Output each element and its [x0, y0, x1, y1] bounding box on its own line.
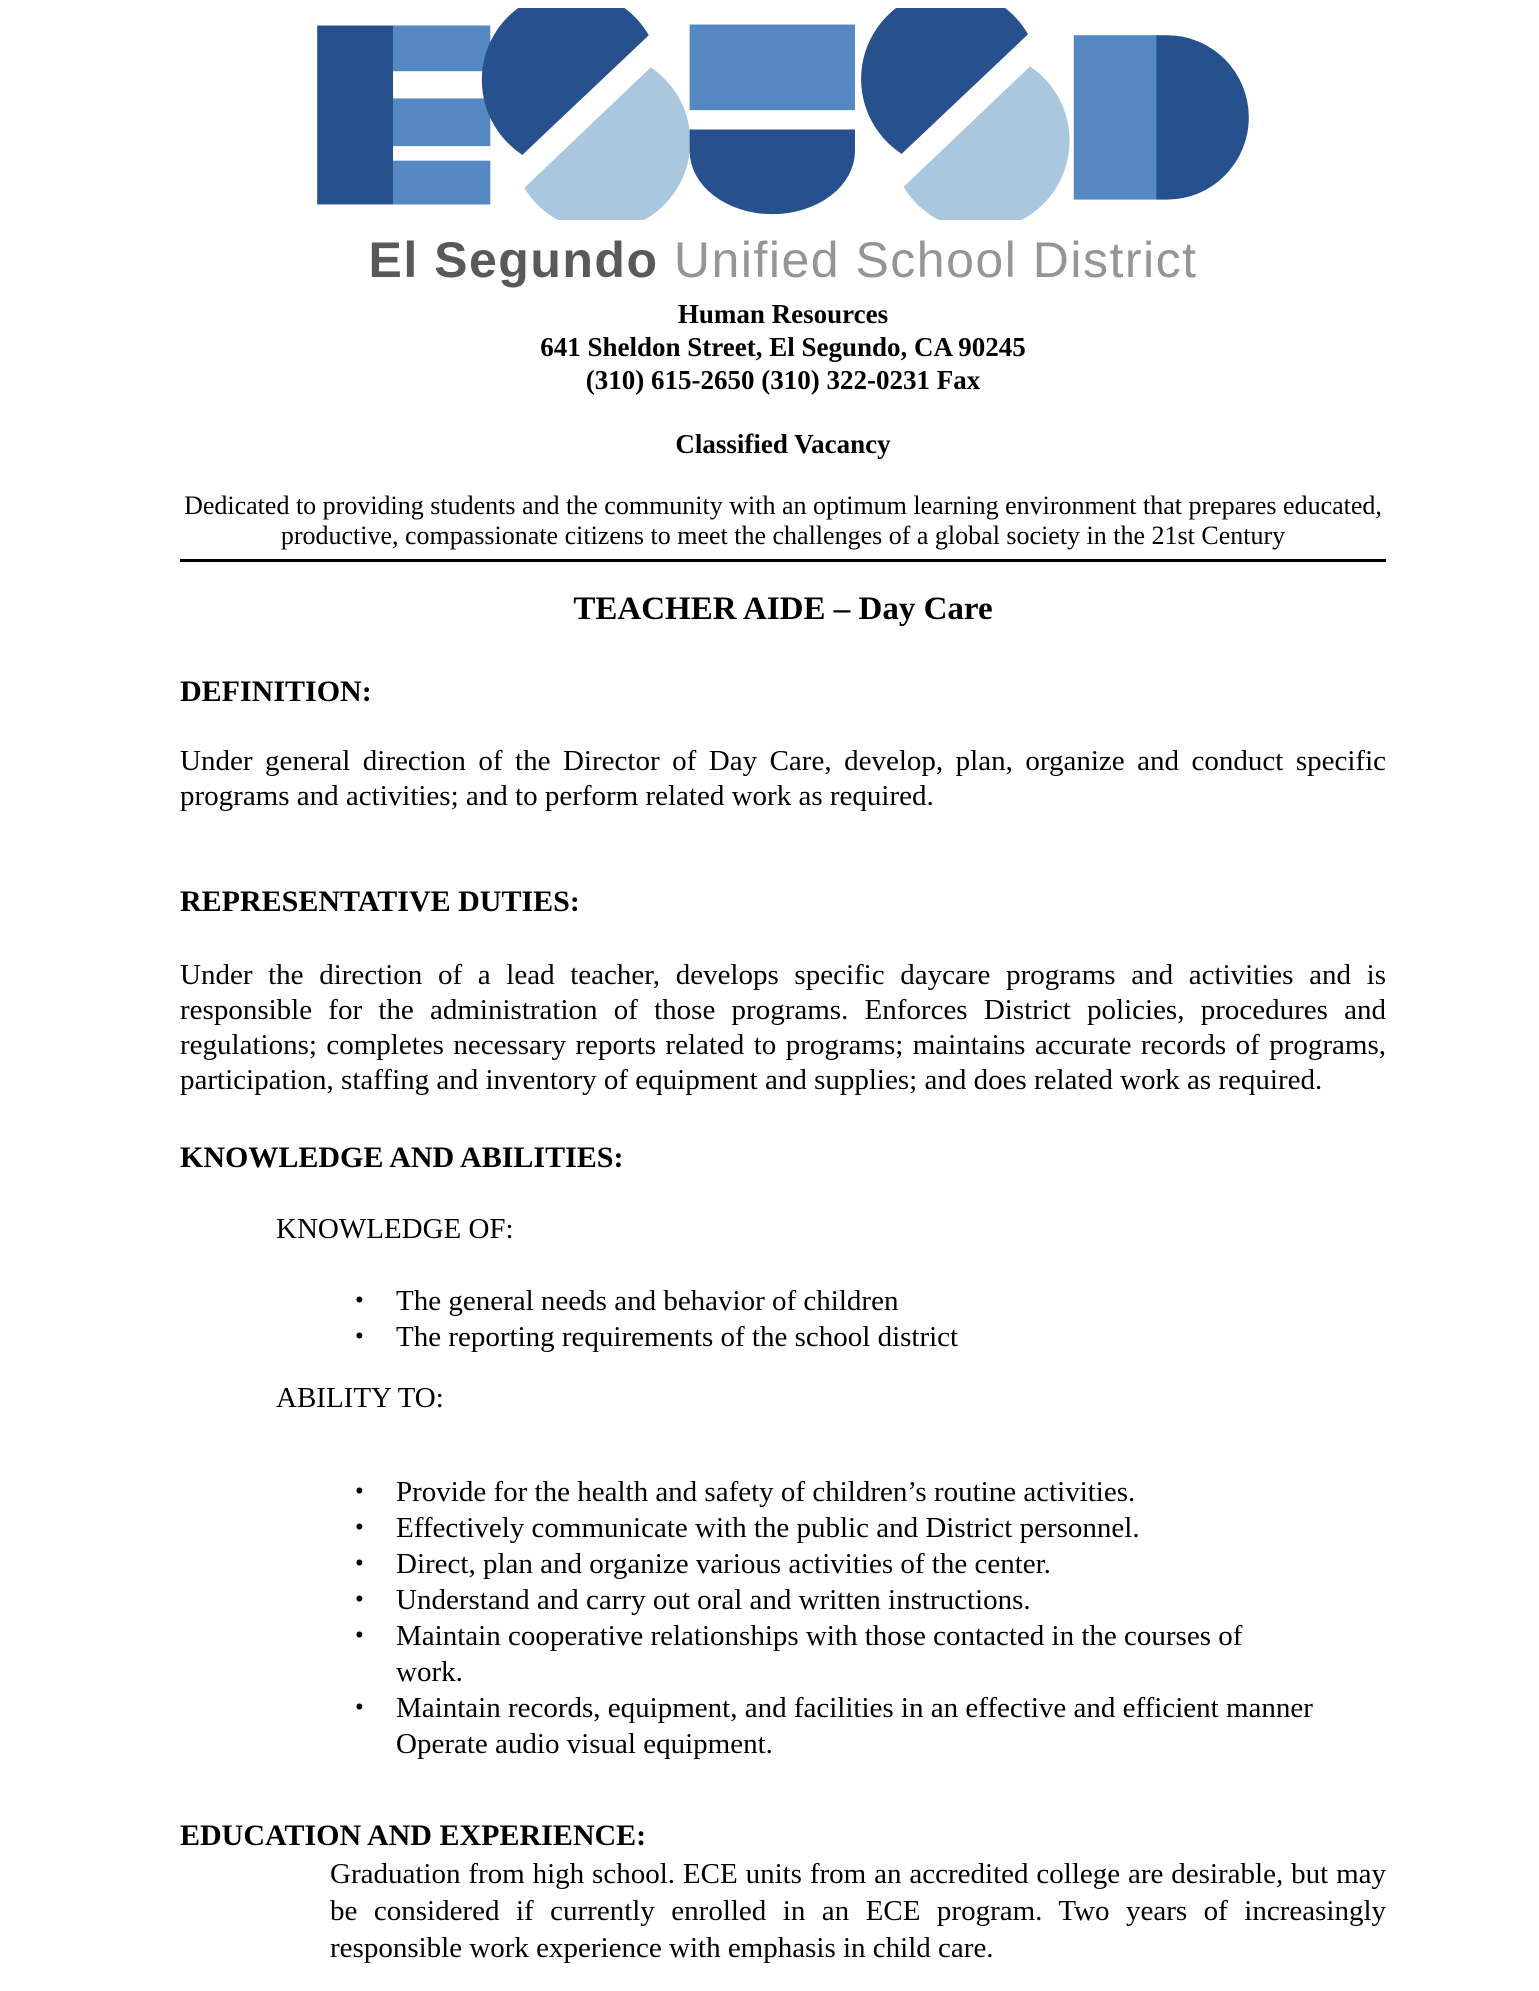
education-paragraph: Graduation from high school. ECE units from an accredited college are desirable, but may be considered if currently enrolled in an ECE program. Two years of increasingly responsible work experience with emphasis in child care. — [330, 1858, 1386, 1964]
district-name — [180, 234, 1386, 286]
list-item — [355, 1546, 1386, 1582]
ability-to-subheading: ABILITY TO: — [276, 1382, 444, 1414]
logo-letter-e — [317, 26, 490, 205]
list-item — [355, 1474, 1386, 1510]
list-item — [355, 1283, 1386, 1319]
list-item-text: Understand and carry out oral and written instructions. — [396, 1584, 1031, 1616]
list-item-text: Maintain records, equipment, and facilities in an effective and efficient manner Operate audio visual equipment. — [396, 1692, 1313, 1760]
district-name-bold: El Segundo — [368, 232, 659, 288]
knowledge-of-list — [180, 1283, 1386, 1355]
bullet-icon: • — [355, 1586, 364, 1613]
vacancy-type-label: Classified Vacancy — [675, 429, 891, 459]
knowledge-abilities-heading: KNOWLEDGE AND ABILITIES: — [180, 1141, 624, 1174]
job-title: TEACHER AIDE – Day Care — [573, 591, 993, 627]
logo-letter-s2 — [861, 8, 1070, 220]
document-content — [180, 8, 1386, 1967]
bullet-icon: • — [355, 1550, 364, 1577]
hr-department: Human Resources — [677, 299, 889, 329]
list-item — [355, 1510, 1386, 1546]
logo-letter-s1 — [482, 8, 691, 220]
definition-paragraph: Under general direction of the Director of Day Care, develop, plan, organize and conduct specific programs and activities; and to perform related work as required. — [180, 745, 1386, 812]
knowledge-of-subheading: KNOWLEDGE OF: — [276, 1213, 514, 1245]
education-heading: EDUCATION AND EXPERIENCE: — [180, 1819, 647, 1852]
list-item-text: Maintain cooperative relationships with those contacted in the courses of work. — [396, 1620, 1243, 1688]
definition-heading: DEFINITION: — [180, 675, 372, 708]
mission-statement: Dedicated to providing students and the community with an optimum learning environment that prepares educated, productive, compassionate citizens to meet the challenges of a global society in the 21st Century — [184, 491, 1382, 550]
bullet-icon: • — [355, 1287, 364, 1314]
ability-to-list — [180, 1474, 1386, 1762]
list-item-text: The reporting requirements of the school district — [396, 1321, 959, 1353]
bullet-icon: • — [355, 1323, 364, 1350]
duties-paragraph: Under the direction of a lead teacher, develops specific daycare programs and activities and is responsible for the administration of those programs. Enforces District policies, procedures and regulations; completes necessary reports related to programs; maintains accurate records of programs, participation, staffing and inventory of equipment and supplies; and does related work as required. — [180, 959, 1386, 1096]
duties-heading: REPRESENTATIVE DUTIES: — [180, 885, 580, 918]
esusd-logo — [304, 8, 1262, 220]
logo-letter-u — [690, 25, 855, 215]
bullet-icon: • — [355, 1478, 364, 1505]
hr-phone-fax: (310) 615-2650 (310) 322-0231 Fax — [585, 365, 981, 395]
list-item — [355, 1618, 1386, 1690]
district-name-light: Unified School District — [673, 232, 1198, 288]
list-item-text: Direct, plan and organize various activities of the center. — [396, 1548, 1051, 1580]
list-item — [355, 1319, 1386, 1355]
logo-letter-d — [1074, 35, 1249, 199]
bullet-icon: • — [355, 1694, 364, 1721]
bullet-icon: • — [355, 1514, 364, 1541]
list-item — [355, 1690, 1386, 1762]
hr-address: 641 Sheldon Street, El Segundo, CA 90245 — [540, 332, 1026, 362]
list-item-text: Effectively communicate with the public and District personnel. — [396, 1512, 1140, 1544]
bullet-icon: • — [355, 1622, 364, 1649]
header-divider-rule — [180, 559, 1386, 562]
list-item-text: Provide for the health and safety of children’s routine activities. — [396, 1476, 1136, 1508]
list-item — [355, 1582, 1386, 1618]
hr-contact-block — [180, 298, 1386, 397]
list-item-text: The general needs and behavior of children — [396, 1285, 899, 1317]
